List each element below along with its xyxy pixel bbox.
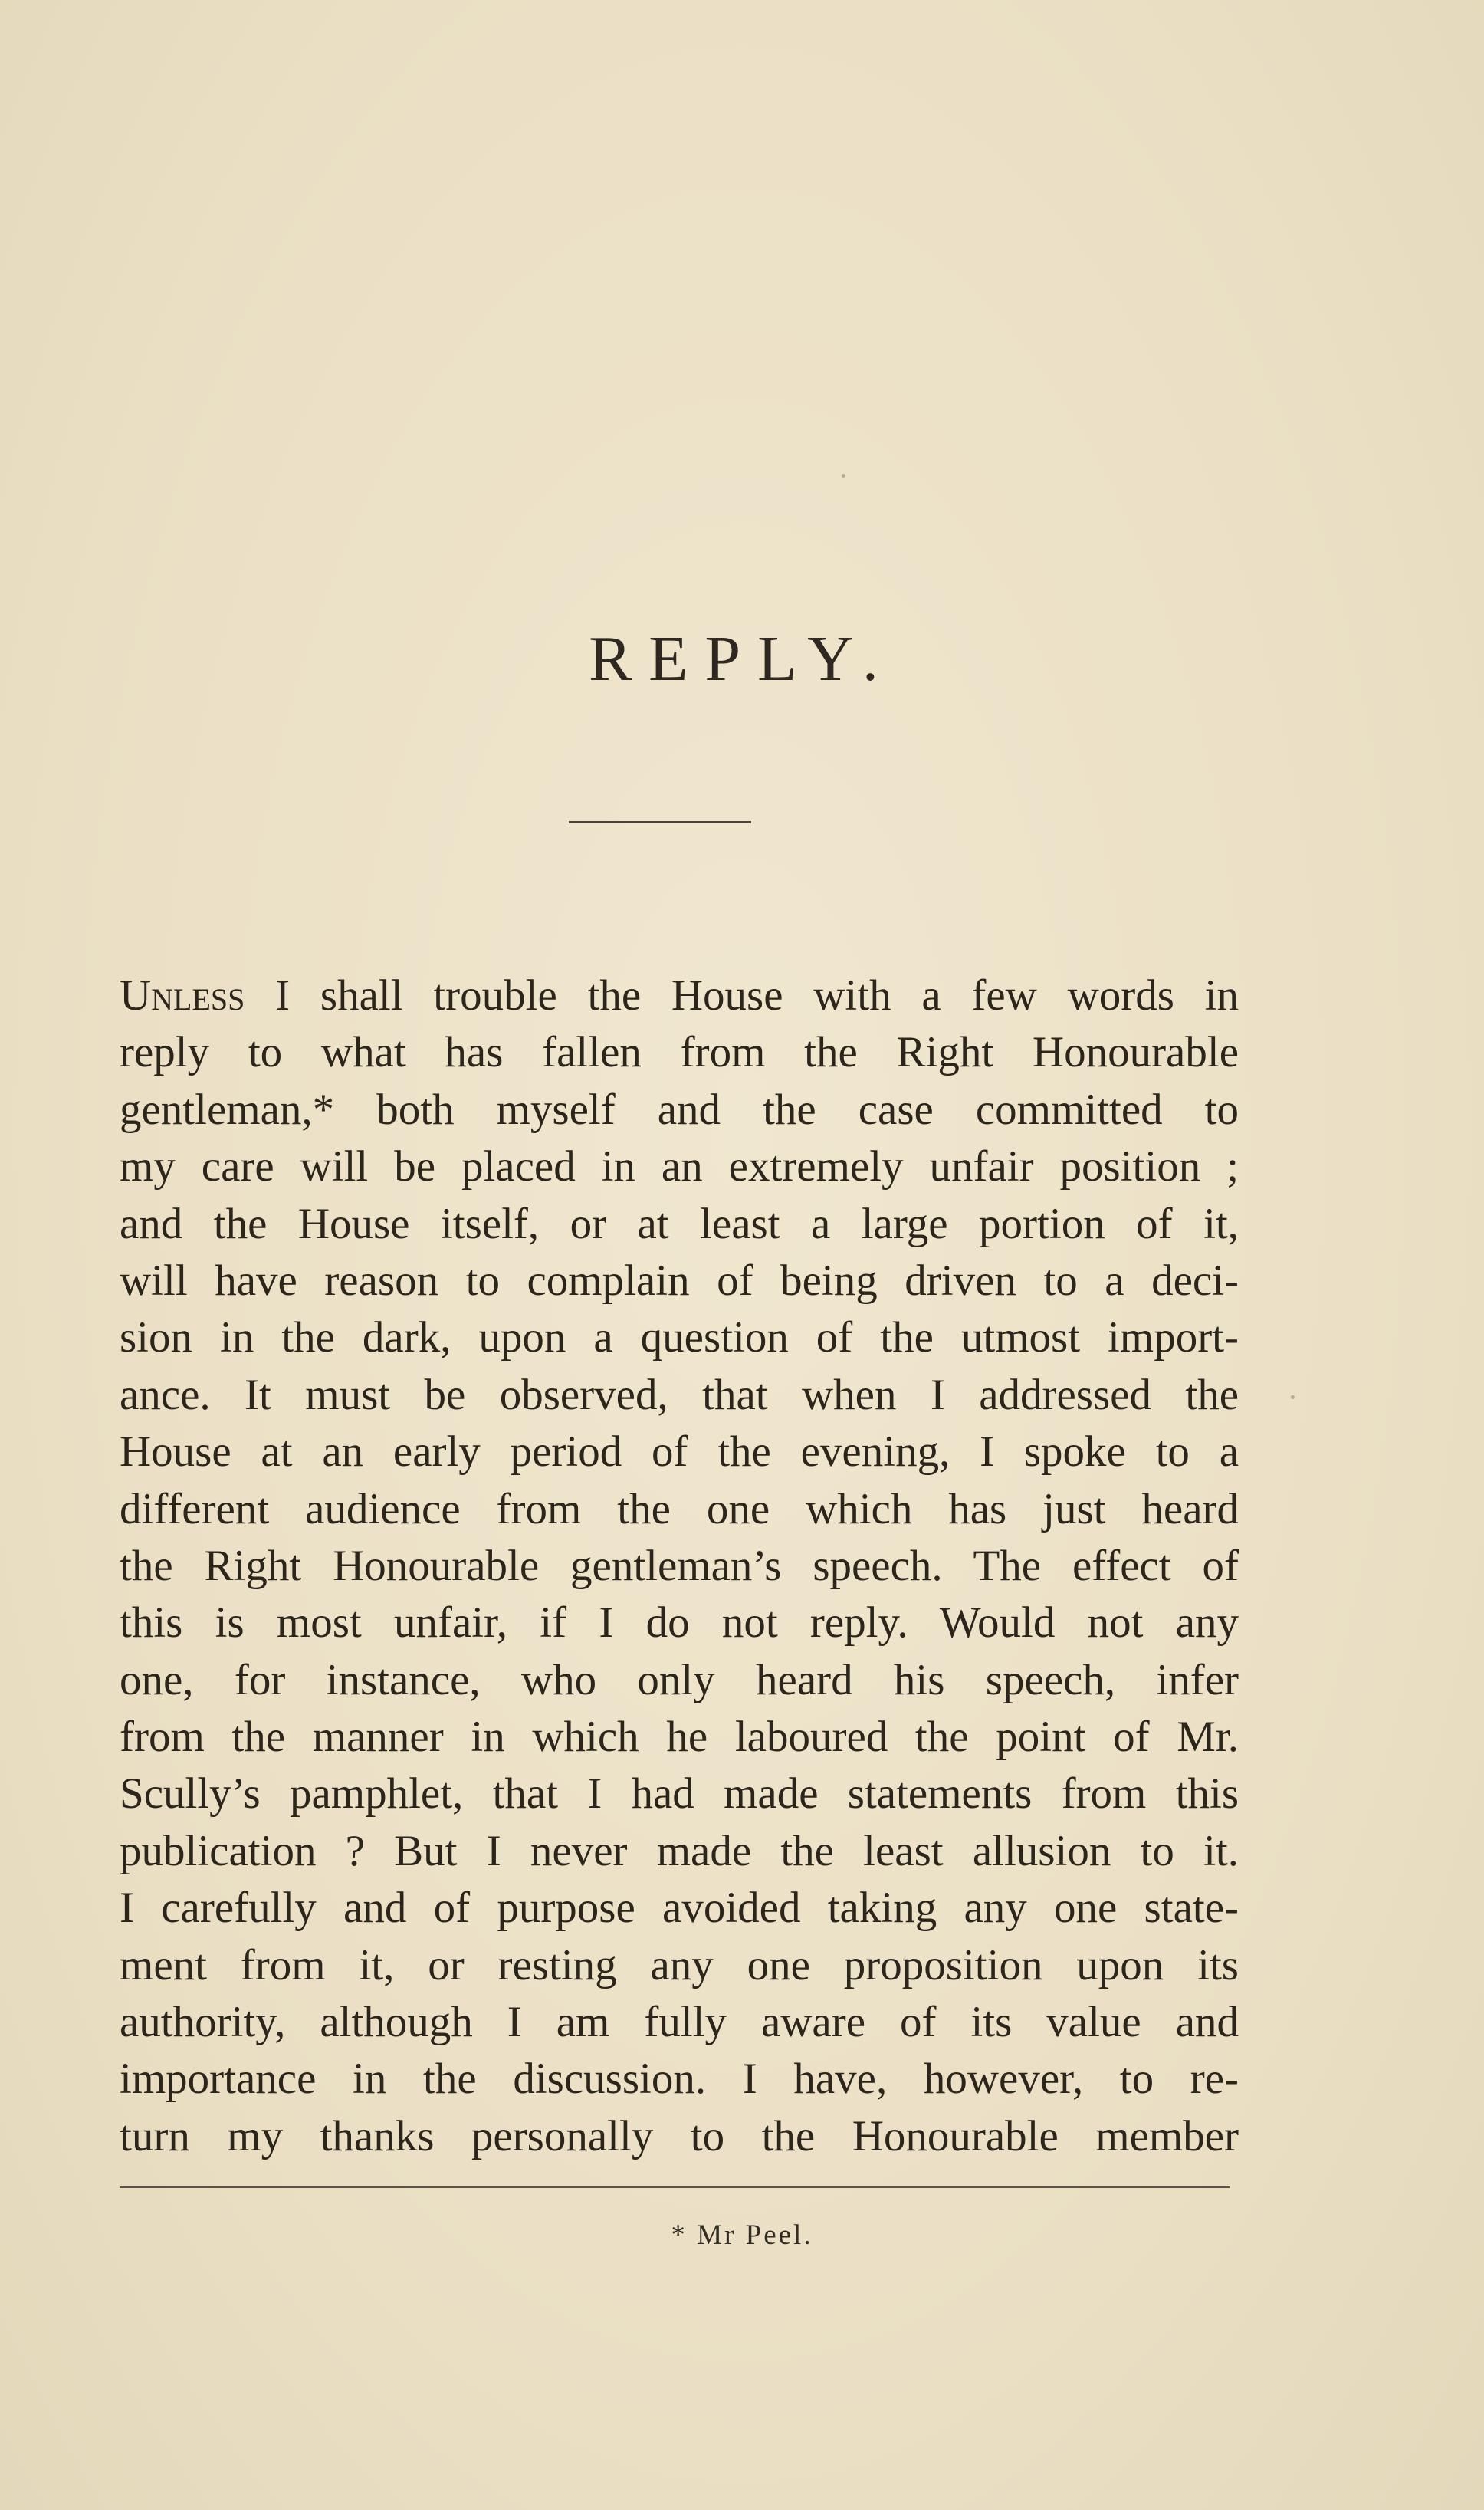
page-title: REPLY.	[589, 623, 895, 695]
opening-word: Unless	[120, 971, 245, 1020]
text-line: Unless I shall trouble the House with a few words in	[120, 971, 1239, 1020]
paper-speck	[842, 474, 845, 478]
text-line: authority, although I am fully aware of its value and	[120, 1998, 1239, 2047]
text-line: House at an early period of the evening, I spoke to a	[120, 1427, 1239, 1477]
text-line: turn my thanks personally to the Honourable member	[120, 2111, 1239, 2160]
text-line: importance in the discussion. I have, however, to re-	[120, 2055, 1239, 2104]
text-line: from the manner in which he laboured the point of Mr.	[120, 1713, 1239, 1762]
text-line: ment from it, or resting any one proposition upon its	[120, 1940, 1239, 1989]
text-line: sion in the dark, upon a question of the utmost import-	[120, 1313, 1239, 1362]
text-line: ance. It must be observed, that when I addressed the	[120, 1370, 1239, 1419]
text-line: this is most unfair, if I do not reply. Would not any	[120, 1598, 1239, 1648]
footnote: * Mr Peel.	[671, 2219, 813, 2251]
title-divider	[569, 821, 751, 823]
text-line: one, for instance, who only heard his speech, infer	[120, 1655, 1239, 1704]
text-line: I carefully and of purpose avoided taking any one state-	[120, 1884, 1239, 1933]
text-line: Scully’s pamphlet, that I had made statements from this	[120, 1769, 1239, 1818]
text-line: reply to what has fallen from the Right Honourable	[120, 1028, 1239, 1077]
text-line: will have reason to complain of being driven to a deci-	[120, 1256, 1239, 1305]
text-line: my care will be placed in an extremely unfair position ;	[120, 1142, 1239, 1191]
text-line: gentleman,* both myself and the case committed to	[120, 1085, 1239, 1134]
text-line: and the House itself, or at least a large portion of it,	[120, 1199, 1239, 1248]
text-line: different audience from the one which has just heard	[120, 1484, 1239, 1533]
footnote-divider	[120, 2186, 1230, 2188]
paper-speck	[1291, 1395, 1295, 1399]
body-paragraph	[120, 968, 1239, 2165]
text-line: publication ? But I never made the least allusion to it.	[120, 1826, 1239, 1875]
text-line: the Right Honourable gentleman’s speech. The effect of	[120, 1541, 1239, 1590]
